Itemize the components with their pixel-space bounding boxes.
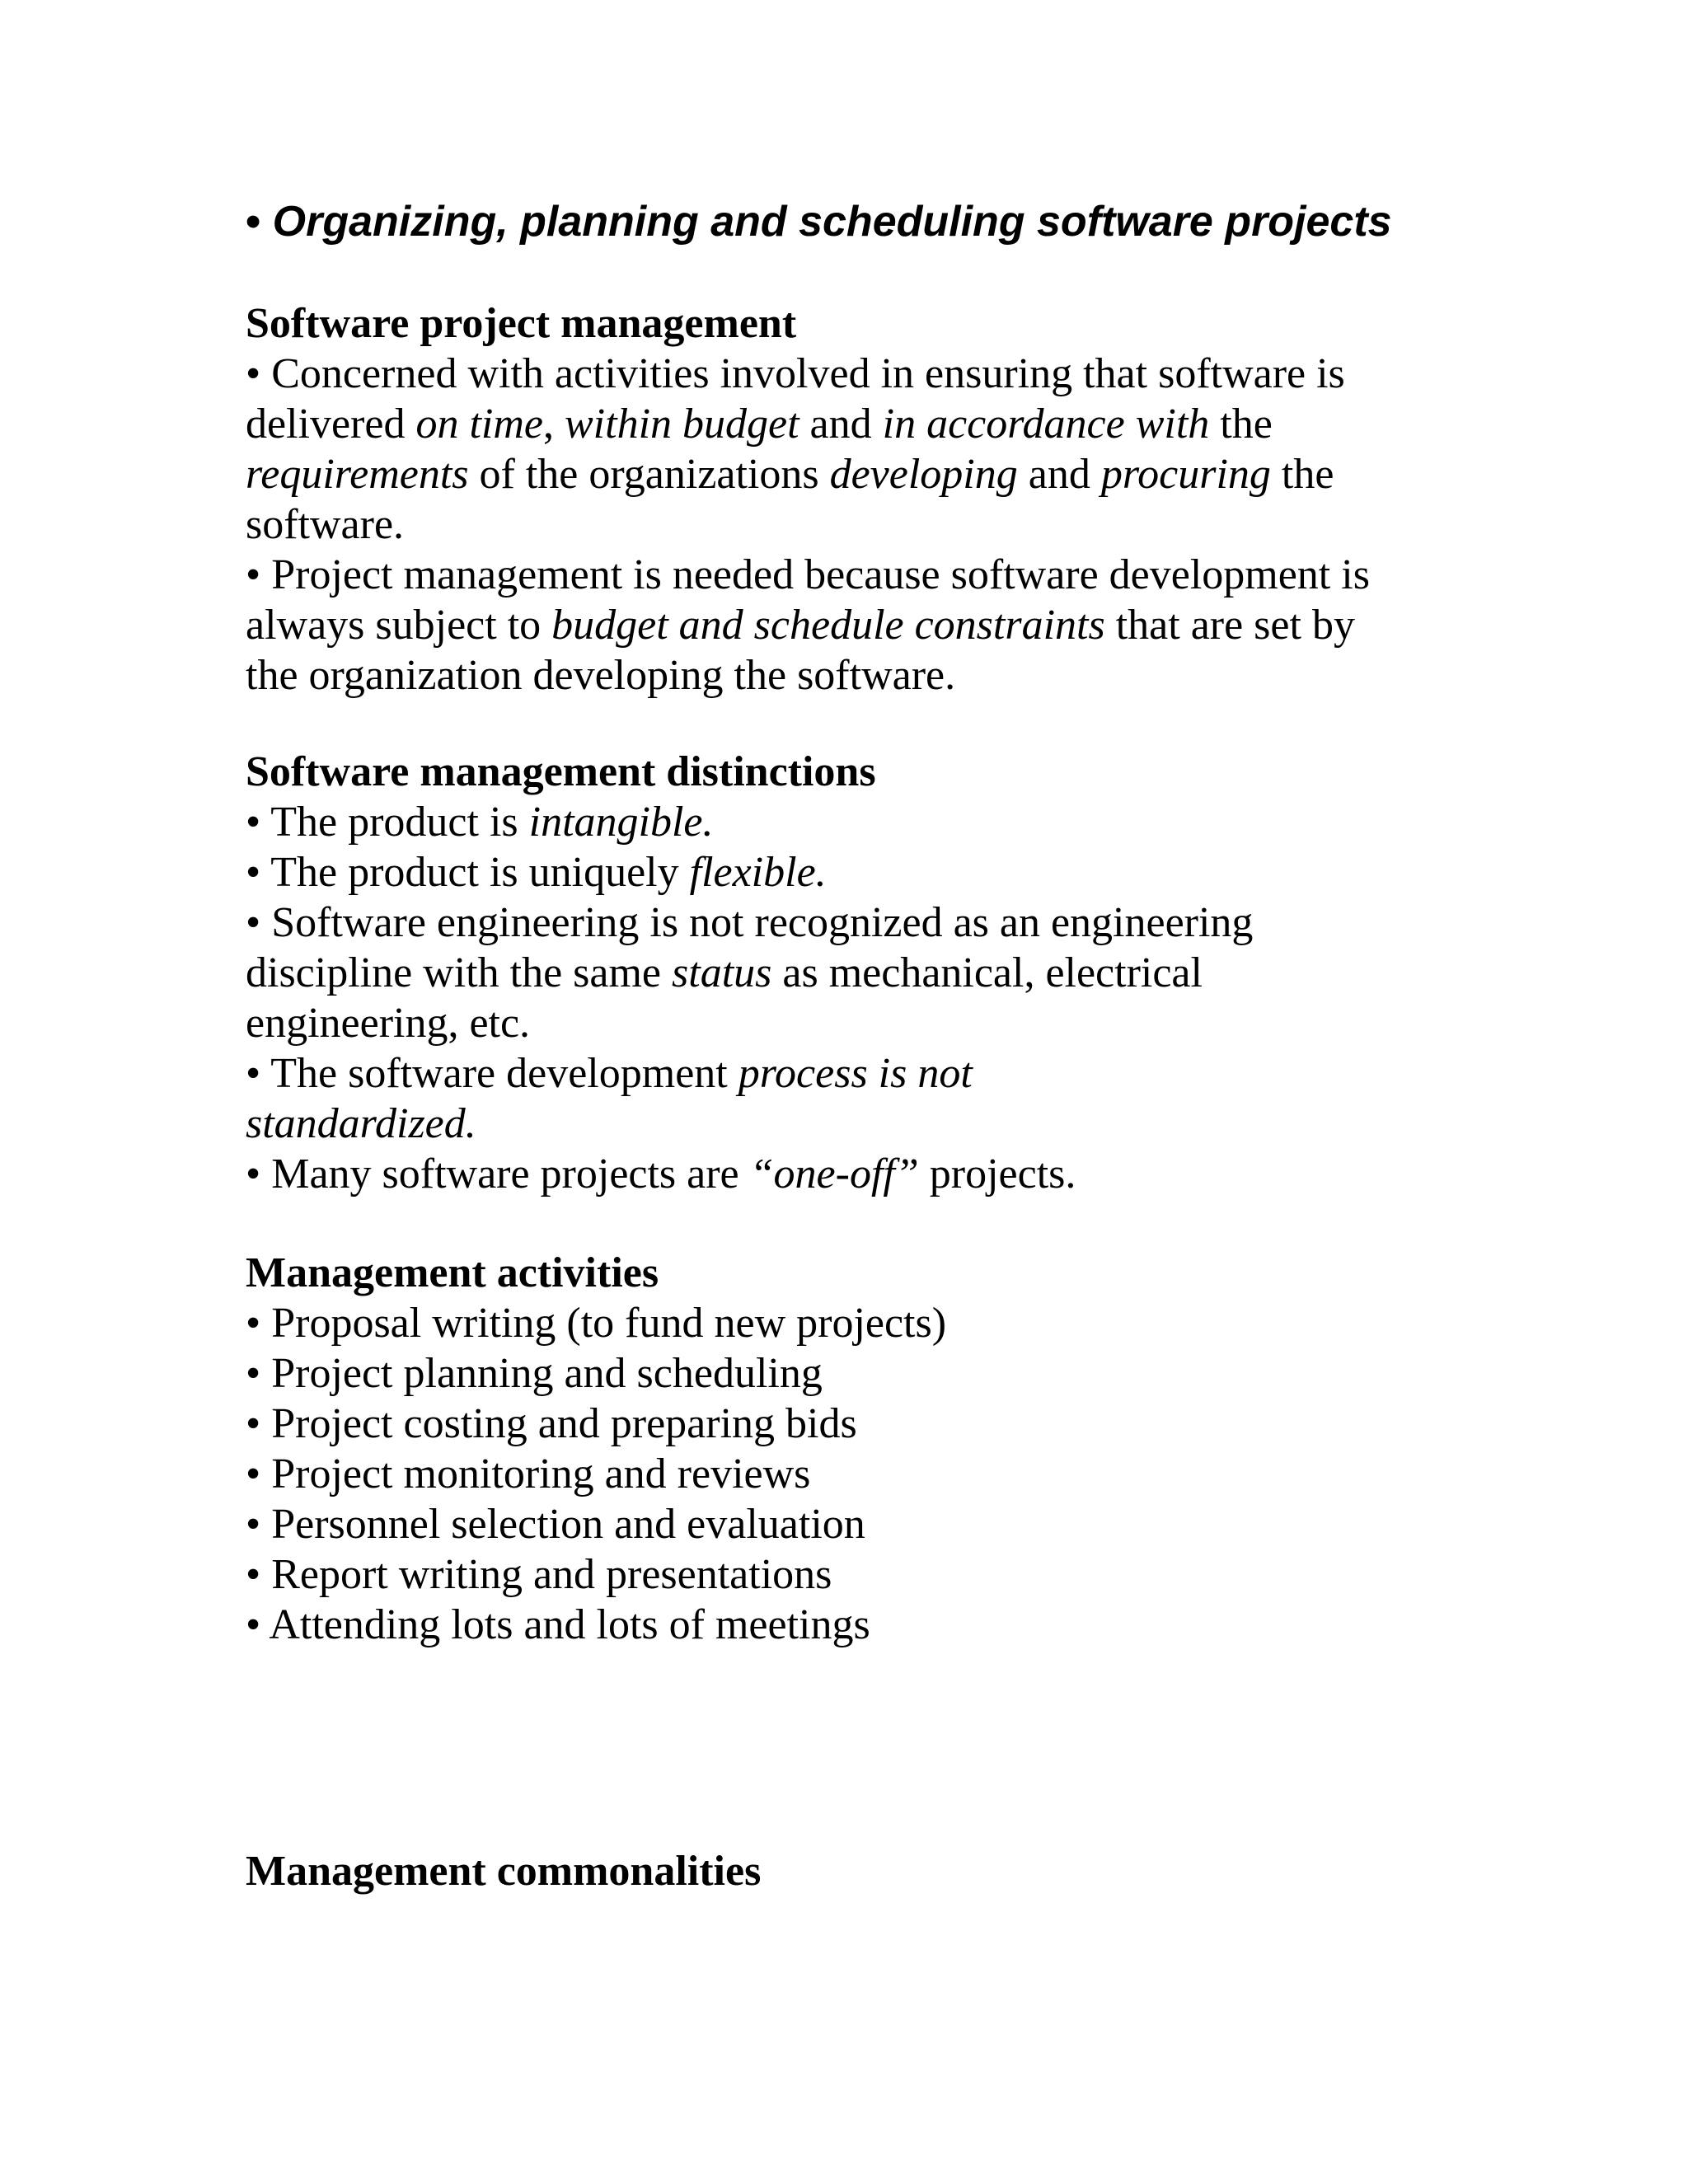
- text-run: • The software development: [246, 1050, 738, 1097]
- emphasis-run: developing: [829, 451, 1018, 498]
- text-run: the: [1209, 401, 1273, 448]
- text-run: as mechanical, electrical: [771, 949, 1203, 996]
- emphasis-run: process is not: [738, 1050, 973, 1097]
- text-run: the organization developing the software.: [246, 652, 956, 699]
- emphasis-run: within budget: [564, 401, 799, 448]
- text-run: • Project management is needed because software development is: [246, 551, 1370, 598]
- list-item: • Project costing and preparing bids: [246, 1400, 857, 1447]
- list-item: • Report writing and presentations: [246, 1551, 832, 1598]
- list-item: • Project monitoring and reviews: [246, 1451, 811, 1497]
- section-heading: Management commonalities: [246, 1848, 762, 1895]
- list-item: [246, 1048, 1449, 1149]
- list-item: • Personnel selection and evaluation: [246, 1501, 865, 1548]
- emphasis-run: procuring: [1100, 451, 1271, 498]
- list-item: • Proposal writing (to fund new projects): [246, 1300, 947, 1347]
- text-run: and: [799, 401, 883, 448]
- text-run: • The product is uniquely: [246, 849, 690, 896]
- list-item: [246, 898, 1449, 1048]
- section-software-management-distinctions: [246, 747, 1449, 1199]
- section-management-activities: [246, 1248, 1449, 1650]
- emphasis-run: on time: [415, 401, 543, 448]
- emphasis-run: requirements: [246, 451, 469, 498]
- section-heading: Management activities: [246, 1249, 659, 1296]
- text-run: delivered: [246, 401, 416, 448]
- text-run: of the organizations: [468, 451, 830, 498]
- text-run: • Many software projects are: [246, 1151, 750, 1197]
- paragraph-concerned-with: [246, 349, 1449, 550]
- text-run: • The product is: [246, 799, 529, 846]
- text-run: that are set by: [1104, 602, 1355, 649]
- list-item: [246, 847, 1449, 898]
- title-text: Organizing, planning and scheduling software projects: [272, 198, 1392, 246]
- page-title: [246, 193, 1392, 251]
- title-bullet: •: [246, 198, 261, 246]
- list-item: • Project planning and scheduling: [246, 1350, 823, 1397]
- list-item: [246, 797, 1449, 847]
- text-run: ,: [542, 401, 565, 448]
- section-heading: Software project management: [246, 300, 797, 347]
- emphasis-run: standardized.: [246, 1100, 476, 1147]
- text-run: engineering, etc.: [246, 1000, 531, 1047]
- emphasis-run: status: [672, 949, 772, 996]
- list-item: [246, 1149, 1449, 1199]
- text-run: the: [1270, 451, 1334, 498]
- section-software-project-management: [246, 298, 1449, 701]
- text-run: • Software engineering is not recognized as an engineering: [246, 899, 1254, 946]
- text-run: software.: [246, 501, 405, 548]
- text-run: discipline with the same: [246, 949, 673, 996]
- emphasis-run: in accordance with: [882, 401, 1210, 448]
- emphasis-run: “one-off”: [749, 1151, 919, 1197]
- text-run: • Concerned with activities involved in ensuring that software is: [246, 350, 1345, 397]
- emphasis-run: intangible.: [528, 799, 714, 846]
- section-heading: Software management distinctions: [246, 748, 876, 795]
- section-management-commonalities: [246, 1846, 1449, 1896]
- paragraph-project-management-needed: [246, 550, 1449, 701]
- list-item: • Attending lots and lots of meetings: [246, 1601, 870, 1648]
- text-run: projects.: [918, 1151, 1076, 1197]
- text-run: always subject to: [246, 602, 552, 649]
- emphasis-run: flexible.: [689, 849, 827, 896]
- emphasis-run: budget and schedule constraints: [551, 602, 1105, 649]
- text-run: and: [1017, 451, 1101, 498]
